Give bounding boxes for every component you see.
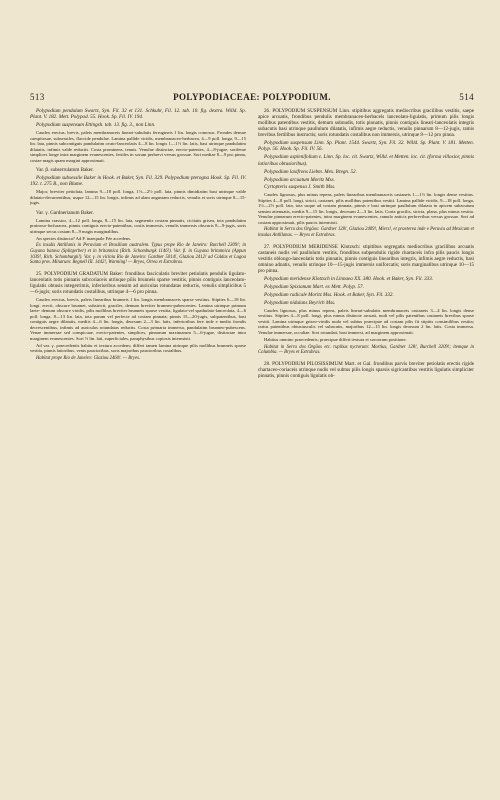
- habitat-note: Habitat in Serra dos Orgãos: Gardner 128!, Glaziou 2409!, Miers!, et praeterea inde e Peruvia ad Mexicum et insulas Antillanas. — Bryes et Extrabras.: [258, 227, 474, 238]
- left-column: [30, 108, 246, 379]
- description-text: Caudex lignosus, plus minus repens, paleis lineari-subulatis membranaceis castaneis 3—4 lin. longis dense vestitus. Stipites 4—8 poll. longi, plus minus distincte arcuati, nudi vel pilis patentibus castaneis brevibus sparse vestiti. Lamina utrinque griseo-viridis nuda vel subtus praecipue ad costam pilis fit stipitis consimilibus vestita; rarius patentibus obtusiusculis vel subacutis, majoribus 12—15 lin. longis deorsum 2 lin. latis. Costa immersa. Venulae immersae, occultae. Sori rotundati, basi immersi, ad marginem approximati.: [258, 307, 474, 335]
- synonym-citation: Polypodium laxifrons Liebm. Mex. Bregn. 52.: [264, 168, 357, 175]
- species-description: 28. POLYPODIUM PILOSISSIMUM Mart. et Gal. frondibus parvis breviter petiolatis erectis rigide chartaceo-coriaceis utrinque nudis vel subtus pilis longis sparsis sigricantibus vestitis ligulatis simpliciter pinnatis, pinnis contiguis ligulatis ob-: [258, 360, 474, 379]
- page-number-left: 513: [30, 92, 45, 102]
- description-text: Caudex lignosus, plus minus repens, paleis linearibus membranaceis castaneis 1—1½ lin. longis dense vestitus. Stipites 4—8 poll. longi, stricti, castanei, pilis mollibus patentibus vestiti. Lamina pallide viridis, 9—18 poll. longa, 1½—2½ poll. lata, tota usque ad costam pinnata, pinnis e basi utrinque paullulum dilatata in apicem subacutum sensim attenuatis, mediis 9—15 lin. longis, deorsum 2—3 lin. latis. Costa gracilis, stricta, plana, plus minus vestita. Venulae pinnarum erecto-patentes, intra marginem evanescentes, ramulo anticis perbrevibus versus grossae. Sori ad costam approximati, pilis paucis intermixti.: [258, 192, 474, 225]
- synonym-citation: Polypodium pendulum Swartz, Syn. Fil. 32 et 131. Schkuhr, Fil. 12. tab. 10. fig. dextra. Willd. Sp. Plant. V. 182. Mett. Polypod. 55. Hook. Sp. Fil. IV. 194.: [30, 108, 246, 121]
- variety-heading: Var. γ. Gardnerianum Baker.: [36, 209, 94, 216]
- page-number-right: 514: [459, 92, 474, 102]
- two-column-body: [30, 108, 474, 379]
- variety-heading: Var. β. subserrulatum Baker.: [36, 167, 94, 174]
- description-text: Habitus omnino praecedentis; praecipue differt textura et soroorum positione.: [264, 337, 407, 343]
- description-text: Ad var. γ. praecedentis habitu et textura accedens; differt tamen lamina utrinque pilis mollibus brunneis sparse vestita, pinnis latioribus, venis paucioribus, soris majoribus paucioribus costalibus.: [30, 342, 246, 354]
- synonym-citation: Polypodium asplenifolium ε. Linn. Sp. loc. cit. Swartz, Willd. et Metten. loc. cit. (forma villosior, pinnis latioribus obtusioribus).: [258, 154, 474, 167]
- description-text: Lamina crassior, 4—12 poll. longa, 8—15 lin. lata, segmentis costam pinnatis, cicitatis grisea, tota pandulatim pruinoso-furfuracea, pinnis contiguis erecto-patentibus, costis immersis, venulis immersis obscuris 8—9-jugis, soris utrinque secus costam 8—9 magis marginalibus.: [30, 217, 246, 234]
- habitat-note: Habitat prope Rio de Janeiro: Glaziou 2460!. — Bryes.: [36, 355, 141, 361]
- description-text: An species distincta? Ad P. inaequale Fée accedens.: [36, 236, 132, 241]
- species-description: 27. POLYPODIUM MERIDENSE Klotzsch: stipitibus segregatis mediocribus gracilibus arcuatis castaneis nudis vel paullulum vestitis, frondibus subpendulis rigide chartaceis infra pilis paucis longis vestitis oblongo-lanceolatis totis pinnatis, pinnis contiguis linearibus integris, infimis aegre reductis, basi omnino adnatis, venulis utrinque 10—15-jugis immersis uniforcatis; soris marginalibus utrinque 10—15 pro pinna.: [258, 243, 474, 274]
- running-title: POLYPODIACEAE: POLYPODIUM.: [173, 92, 331, 102]
- species-description: 25. POLYPODIUM GRADATUM Baker: frondibus fasciculatis breviter petiolatis pendulis ligulato-lanceolatis totis pinnatis subcoriaceis utrinque pilis brunneis sparse vestitis, pinnis contiguis lanceolato-ligulatis obtusis integerrimis, inferioribus sensim ad auriculas rotundatas reductis, venulis simplicibus 5—6-jugis; soris rotundatis costalibus, utrinque 4—6 pro pinna.: [30, 270, 246, 296]
- habitat-note: Ex insulis Antillanis in Peruviam et Brasiliam australem. Typus prope Rio de Janeiro: Burchell 2309!; in Guyana batava (Splitgerber) et in britannica (Rich. Schomburgk 1146!). Var. β. in Guyana britannica (Appun 1039!, Rich. Schomburgk!). Var. γ. in vicinia Rio de Janeiro: Gardner 5014!, Glaziou 2412! ad Caldas et Lagoa Santa prov. Minarum: Regnell III. 1442!, Warming! — Bryes, Orrea et Extrabras.: [30, 243, 246, 266]
- species-description: 26. POLYPODIUM SUSPENSUM Linn. stipitibus aggregatis mediocribus gracilibus vestitis, saepe apice arcuatis, frondibus pendulis membranaceo-herbaceis lanceolato-ligulatis, primum pilis longis mollibus patentibus vestitis, demum subnudis, totis pinnatis, pinnis contiguis lineari-lanceolatis integris subacutis basi utrinque paullulum dilatatis, infimis aegre reductis, venulis pinnarum 8—12-jugis, ramis brevibus fertilibus instructis; soris rotundatis costalibus non immersis, utrinque 8—12 pro pinna.: [258, 108, 474, 139]
- page-header: [30, 92, 474, 102]
- description-text: Caudex erectus, brevis, paleis membranaceis lineari-subulatis ferrugineis 1 lin. longis comosus. Frondes densae caespitosae, subsessiles, flaccide pendulae. Lamina pallide viridis, membranaceo-herbacea, 4—9 poll. longa, 9—15 lin. lata, pinnis subcontiguis pandulatim ovato-lanceolatis 4—8 lin. longis 1—1½ lin. latis, basi utrinque pandulatim dilatatis, infimis valde reductis. Costa prominens, tenuis. Venulae distinctae, erecto-patentes, 4—8-jugae, soriferae simplices longe intra marginem evanescentes, fertiles in sorum perbrevi versus grossae. Sori mediae 8—9 pro pinna, costae magis quam margini approximati.: [30, 130, 246, 163]
- description-text: Major, breviter petiolata, lamina 9—18 poll. longa, 1½—2½ poll. lata, pinnis dimidiatim basi utrinque valde dilatato-decurrentibus, usque 12—15 lin. longis, infimis ad alam angustam reductis, venulis et soris utrinque 8—15-jugis.: [30, 189, 246, 206]
- right-column: [258, 108, 474, 379]
- synonym-citation: Polypodium Spixianum Mart. ex Mett. Polyp. 57.: [264, 283, 364, 290]
- habitat-note: Habitat in Serra dos Orgãos etc. rupibus nyctorum: Martius, Gardner 128!, Burchell 3209!; itemque in Columbia. — Bryes et Extrabras.: [258, 344, 474, 356]
- description-text: Caudex erectus, brevis, paleis linearibus brunneis 1 lin. longis membranaceis sparse vestitus. Stipites 6—18 lin. longi, erecti, obscure brunnei, substricti, graciles, demum breviter brunneo-pubescentes. Lamina utrinque primum laete- demum obscure viridis, pilis mollibus breviter brunneis sparse vestita, ligulato-vel spathulato-lanceolata, 4—6 poll. longa, 8—13 lin. lata, tota parum vel perfecte ad costam pinnata; pinnis 15—20-jugis, subpatentibus, basi contiguis aegre dilatatis, mediis 4—6 lin. longis, deorsum 2—3 lin. latis, inferioribus fere inde e medio frondis decrescentibus, infimis ad auriculas rotundatas reductis. Costa primaria immersa, pandulatim brunneo-pubescens. Venae immersae sed conspicuae, erecto-patentes, simplices, pinnarum maximarum 5—6-jugae, distinctae intra marginem evanescentes. Sori ½ lin. lati, superficiales, paraphysibus copiosis intermixti.: [30, 297, 246, 341]
- synonym-citation: Polypodium meridense Klotzsch in Linnaea XX. 380. Hook. et Baker, Syn. Fil. 333.: [264, 275, 434, 282]
- synonym-citation: Polypodium nidulans Beyrich Mss.: [264, 299, 336, 306]
- page: [30, 92, 474, 379]
- synonym-citation: Polypodium radicale Moritz Mss. Hook. et Baker, Syn. Fil. 332.: [264, 291, 394, 298]
- synonym-citation: Polypodium subsessile Baker in Hook. et Baker, Syn. Fil. 329. Polypodium pterogna Hook. Sp. Fil. IV. 192. t. 275 B., non Blume.: [30, 175, 246, 188]
- synonym-citation: Polypodium suspensum Ettingsh. tab. 13. fig. 3., non Linn.: [36, 122, 156, 129]
- synonym-citation: Polypodium suspensum Linn. Sp. Plant. 1544. Swartz, Syn. Fil. 32. Willd. Sp. Plant. V. 181. Metten. Polyp. 56. Hook. Sp. Fil. IV. 56.: [258, 140, 474, 153]
- synonym-citation: Polypodium arcuatum Moritz Mss.: [264, 176, 335, 183]
- synonym-citation: Cyrtopteris suspensa J. Smith Mss.: [264, 184, 336, 191]
